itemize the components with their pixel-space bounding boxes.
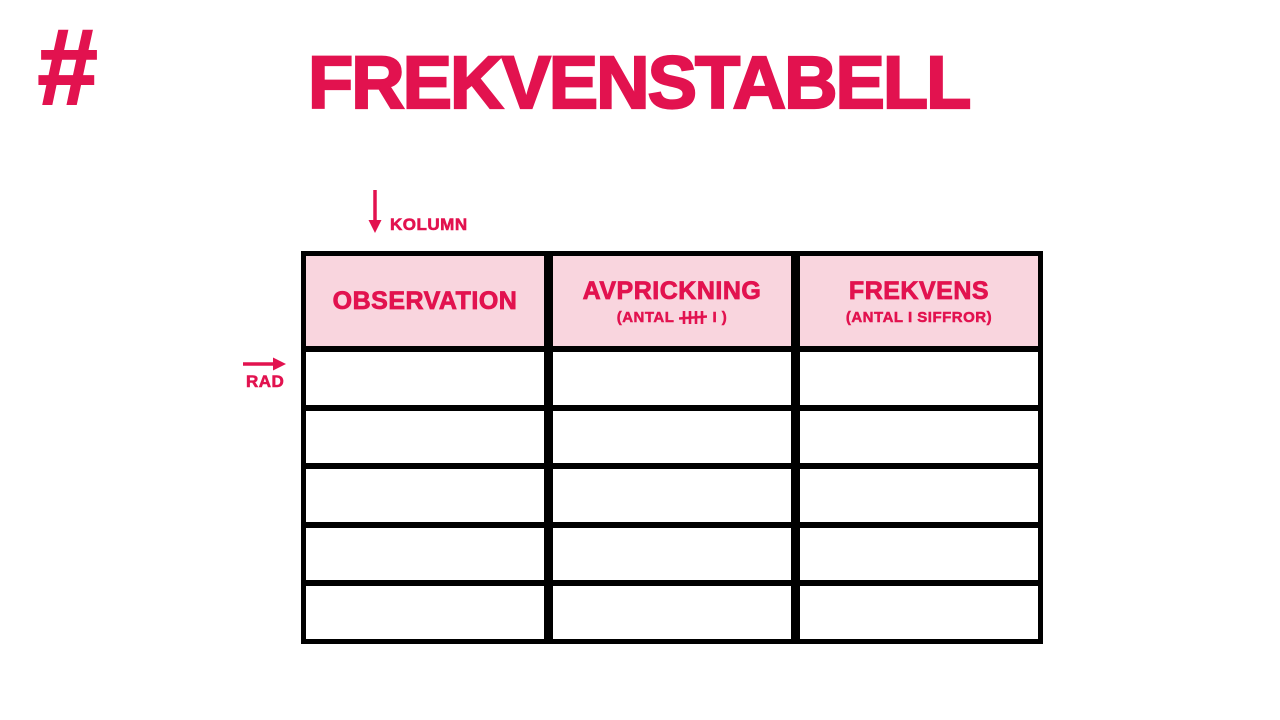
tally-five-icon — [679, 309, 707, 326]
table-cell — [553, 352, 791, 405]
table-cell — [306, 411, 544, 464]
table-cell — [306, 469, 544, 522]
table-cell — [553, 528, 791, 581]
table-cell — [553, 586, 791, 639]
kolumn-down-arrow-icon — [366, 188, 384, 234]
table-cell — [800, 586, 1038, 639]
table-cell — [800, 411, 1038, 464]
subtitle-prefix: (ANTAL — [616, 308, 675, 326]
rad-label: RAD — [246, 372, 285, 391]
column-title: AVPRICKNING — [582, 276, 762, 305]
hash-logo-icon: # — [36, 6, 97, 127]
table-cell — [800, 352, 1038, 405]
column-subtitle: (ANTAL I SIFFROR) — [845, 308, 993, 326]
column-title: FREKVENS — [848, 276, 990, 305]
column-header-frekvens — [800, 256, 1038, 346]
column-subtitle — [617, 309, 728, 326]
table-cell — [306, 352, 544, 405]
table-cell — [800, 469, 1038, 522]
table-cell — [800, 528, 1038, 581]
page-title: FREKVENSTABELL — [308, 41, 970, 124]
table-cell — [306, 586, 544, 639]
table-cell — [553, 469, 791, 522]
column-title: OBSERVATION — [332, 286, 518, 315]
table-cell — [306, 528, 544, 581]
frequency-table — [301, 251, 1043, 644]
subtitle-suffix: I ) — [712, 308, 728, 326]
table-cell — [553, 411, 791, 464]
column-header-avprickning — [553, 256, 791, 346]
kolumn-label: KOLUMN — [390, 215, 468, 234]
column-header-observation — [306, 256, 544, 346]
rad-right-arrow-icon — [241, 355, 287, 373]
